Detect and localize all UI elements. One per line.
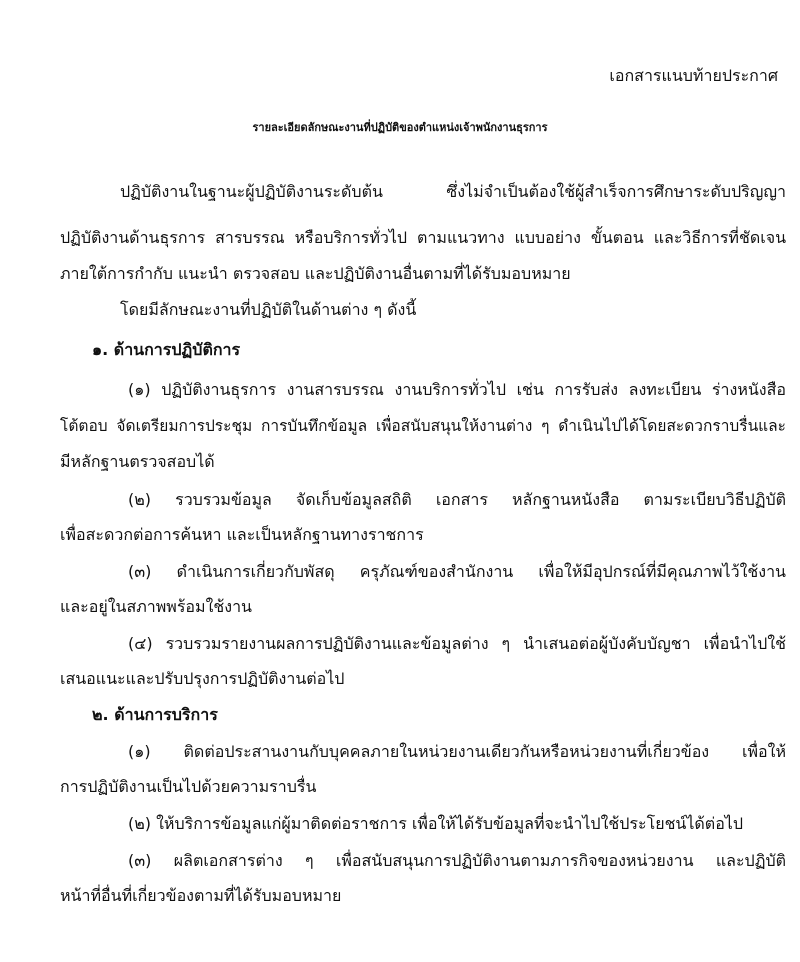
item-line: เสนอแนะและปรับปรุงการปฏิบัติงานต่อไป xyxy=(60,669,345,688)
item-line: (๔) รวบรวมรายงานผลการปฏิบัติงานและข้อมูลต่าง ๆ นำเสนอต่อผู้บังคับบัญชา เพื่อนำไปใช้ xyxy=(128,634,786,653)
item-line: (๑) ติดต่อประสานงานกับบุคคลภายในหน่วยงานเดียวกันหรือหน่วยงานที่เกี่ยวข้อง เพื่อให้ xyxy=(128,742,786,761)
item-line: (๑) ปฏิบัติงานธุรการ งานสารบรรณ งานบริการทั่วไป เช่น การรับส่ง ลงทะเบียน ร่างหนังสือ xyxy=(128,380,786,399)
item-line: การปฏิบัติงานเป็นไปด้วยความราบรื่น xyxy=(60,777,317,796)
intro-line: ภายใต้การกำกับ แนะนำ ตรวจสอบ และปฏิบัติงานอื่นตามที่ได้รับมอบหมาย xyxy=(60,264,571,283)
item-line: (๓) ดำเนินการเกี่ยวกับพัสดุ ครุภัณฑ์ของสำนักงาน เพื่อให้มีอุปกรณ์ที่มีคุณภาพไว้ใช้งาน xyxy=(128,562,786,581)
intro-line: ปฏิบัติงานในฐานะผู้ปฏิบัติงานระดับต้น ซึ่งไม่จำเป็นต้องใช้ผู้สำเร็จการศึกษาระดับปริญญา xyxy=(120,182,786,201)
item-line: โต้ตอบ จัดเตรียมการประชุม การบันทึกข้อมูล เพื่อสนับสนุนให้งานต่าง ๆ ดำเนินไปได้โดยสะดวกราบรื่นและ xyxy=(60,417,786,435)
item-line: (๓) ผลิตเอกสารต่าง ๆ เพื่อสนับสนุนการปฏิบัติงานตามภารกิจของหน่วยงาน และปฏิบัติ xyxy=(128,851,786,870)
item-line: มีหลักฐานตรวจสอบได้ xyxy=(60,452,215,471)
item-line: หน้าที่อื่นที่เกี่ยวข้องตามที่ได้รับมอบหมาย xyxy=(60,886,342,905)
item-line: (๒) รวบรวมข้อมูล จัดเก็บข้อมูลสถิติ เอกสาร หลักฐานหนังสือ ตามระเบียบวิธีปฏิบัติ xyxy=(128,490,786,509)
intro-line: ปฏิบัติงานด้านธุรการ สารบรรณ หรือบริการทั่วไป ตามแนวทาง แบบอย่าง ขั้นตอน และวิธีการที่ชัดเจน xyxy=(60,228,786,247)
document-title: รายละเอียดลักษณะงานที่ปฏิบัติของตำแหน่งเจ้าพนักงานธุรการ xyxy=(252,121,548,134)
item-line: (๒) ให้บริการข้อมูลแก่ผู้มาติดต่อราชการ เพื่อให้ได้รับข้อมูลที่จะนำไปใช้ประโยชน์ได้ต่อไป xyxy=(128,814,743,833)
item-line: และอยู่ในสภาพพร้อมใช้งาน xyxy=(60,597,252,616)
section-heading: ๑. ด้านการปฏิบัติการ xyxy=(92,340,241,359)
item-line: เพื่อสะดวกต่อการค้นหา และเป็นหลักฐานทางราชการ xyxy=(60,525,424,544)
attachment-note: เอกสารแนบท้ายประกาศ xyxy=(609,66,778,85)
intro-lead: โดยมีลักษณะงานที่ปฏิบัติในด้านต่าง ๆ ดังนี้ xyxy=(120,300,417,319)
section-heading: ๒. ด้านการบริการ xyxy=(92,705,218,724)
